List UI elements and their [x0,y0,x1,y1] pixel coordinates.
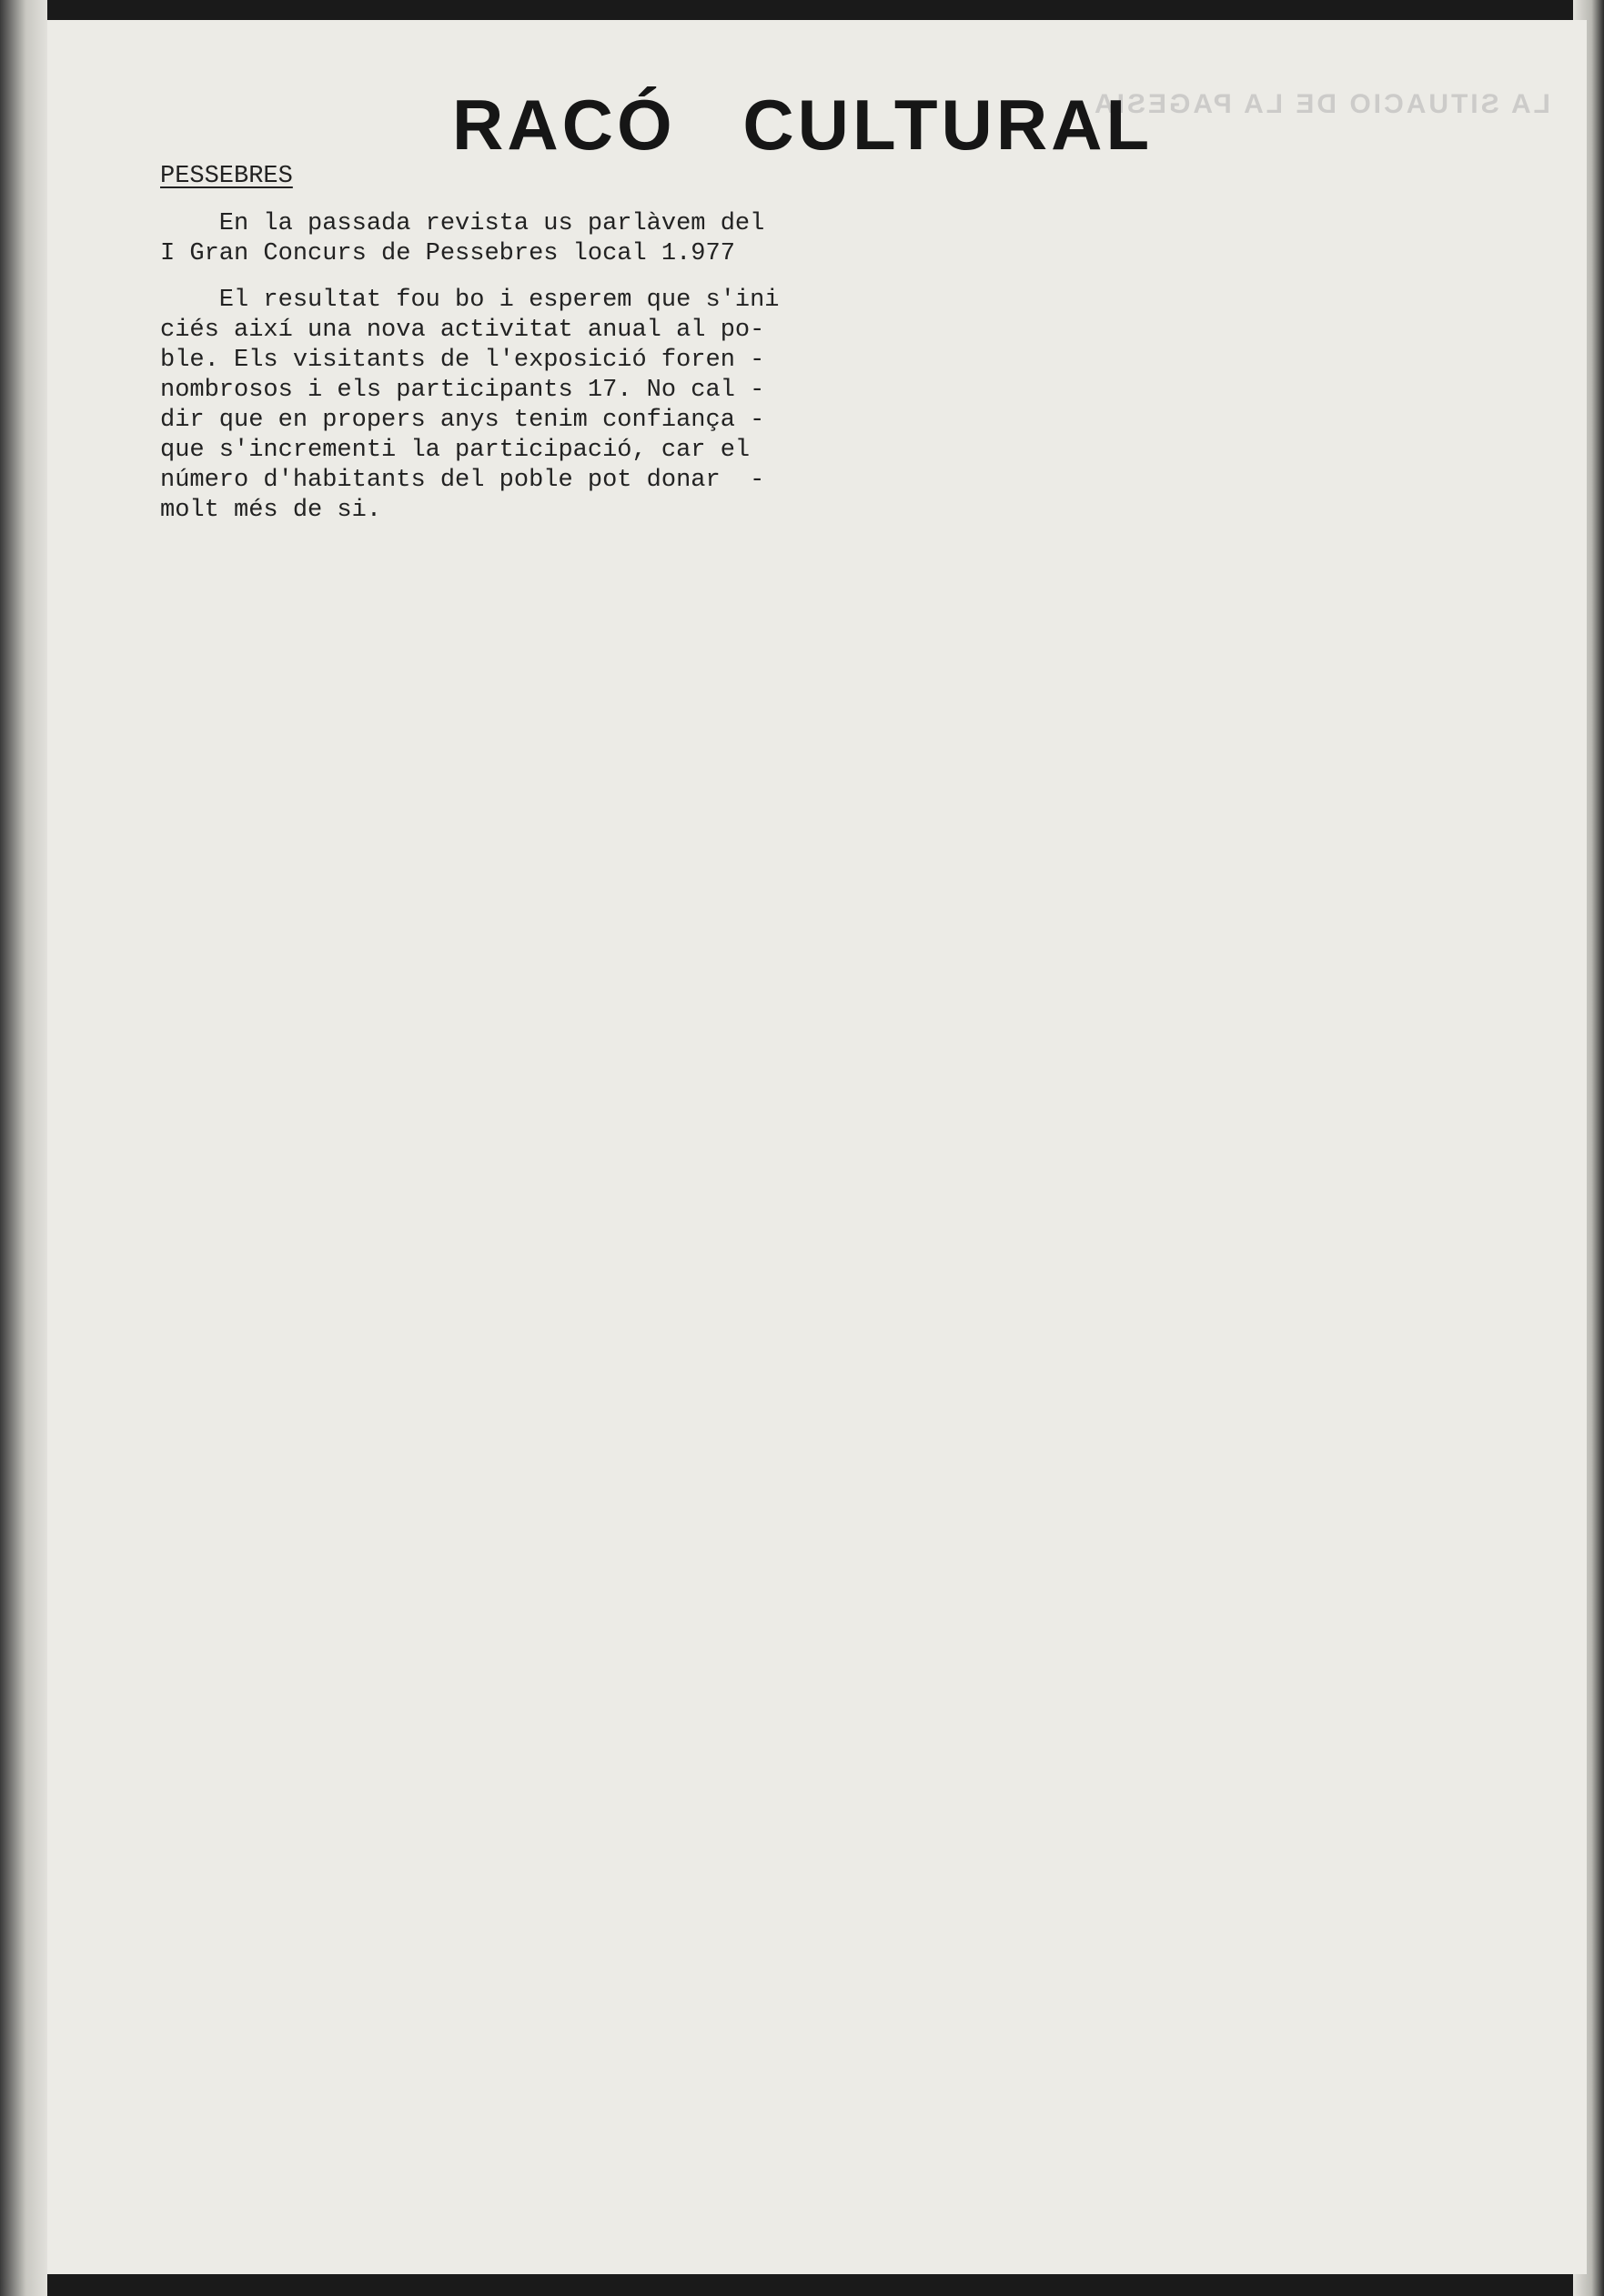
pessebres-paragraph-line: número d'habitants del poble pot donar - [160,467,765,494]
pessebres-paragraph-line: nombrosos i els participants 17. No cal - [160,377,765,404]
magazine-page [47,20,1587,2274]
pessebres-paragraph-line: que s'incrementi la participació, car el [160,437,751,464]
pessebres-paragraph-line: El resultat fou bo i esperem que s'ini [160,287,780,314]
pessebres-intro-line: I Gran Concurs de Pessebres local 1.977 [160,240,735,267]
pessebres-intro-line: En la passada revista us parlàvem del [160,210,765,237]
section-heading-pessebres: PESSEBRES [160,163,293,190]
pessebres-paragraph-line: dir que en propers anys tenim confiança - [160,407,765,434]
pessebres-paragraph-line: molt més de si. [160,497,382,524]
pessebres-paragraph-line: ble. Els visitants de l'exposició foren - [160,347,765,374]
pessebres-paragraph-line: ciés així una nova activitat anual al po- [160,317,765,344]
binding-edge [0,0,47,2296]
page-title: RACÓ CULTURAL [452,85,1154,165]
bleed-through-heading: LA SITUACIO DE LA PAGESIA [1092,89,1550,119]
